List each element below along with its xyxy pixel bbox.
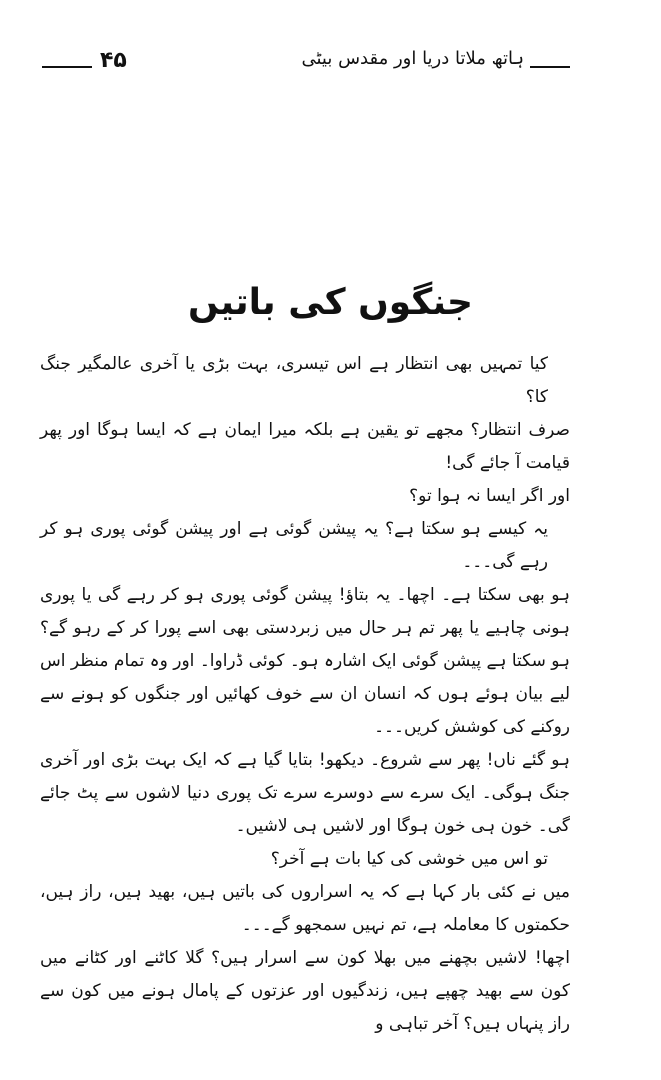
page-number: ۴۵ — [100, 48, 127, 73]
header-rule-right — [530, 66, 570, 68]
paragraph: ہو گئے ناں! پھر سے شروع۔ دیکھو! بتایا گیا ہے کہ ایک بہت بڑی اور آخری جنگ ہوگی۔ ایک سرے سے دوسرے سرے تک پوری دنیا لاشوں سے پٹ جائے گی۔ خون ہی خون ہوگا اور لاشیں ہی لاشیں۔ — [40, 750, 570, 836]
paragraph: اچھا! لاشیں بچھنے میں بھلا کون سے اسرار ہیں؟ گلا کاٹنے اور کٹانے میں کون سے بھید چھپے ہیں، زندگیوں اور عزتوں کے پامال ہونے میں کون سے راز پنہاں ہیں؟ آخر تباہی و — [40, 948, 570, 1034]
chapter-title: جنگوں کی باتیں — [188, 282, 473, 323]
header-rule-left — [42, 66, 92, 68]
page-header — [42, 48, 570, 78]
paragraph: ہو بھی سکتا ہے۔ اچھا۔ یہ بتاؤ! پیشن گوئی پوری ہو کر رہے گی یا پوری ہونی چاہیے یا پھر تم ہر حال میں زبردستی بھی اسے پورا کر کے رہو گے؟ ہو سکتا ہے پیشن گوئی ایک اشارہ ہو۔ کوئی ڈراوا۔ اور وہ تمام منظر اس لیے بیان ہوئے ہوں کہ انسان ان سے خوف کھائیں اور جنگوں کو ہونے سے روکنے کی کوشش کریں۔۔۔ — [40, 585, 570, 737]
paragraph: یہ کیسے ہو سکتا ہے؟ یہ پیشن گوئی ہے اور پیشن گوئی پوری ہو کر رہے گی۔۔۔ — [40, 519, 548, 572]
paragraph: میں نے کئی بار کہا ہے کہ یہ اسراروں کی باتیں ہیں، بھید ہیں، راز ہیں، حکمتوں کا معاملہ ہے، تم نہیں سمجھو گے۔۔۔ — [40, 882, 570, 935]
paragraph: صرف انتظار؟ مجھے تو یقین ہے بلکہ میرا ایمان ہے کہ ایسا ہوگا اور پھر قیامت آ جائے گی! — [40, 420, 570, 473]
running-title: ہاتھ ملاتا دریا اور مقدس بیٹی — [301, 48, 524, 69]
paragraph: تو اس میں خوشی کی کیا بات ہے آخر؟ — [270, 849, 548, 869]
paragraph: اور اگر ایسا نہ ہوا تو؟ — [409, 486, 570, 506]
body-text — [40, 348, 570, 1041]
paragraph: کیا تمہیں بھی انتظار ہے اس تیسری، بہت بڑی یا آخری عالمگیر جنگ کا؟ — [40, 354, 548, 407]
